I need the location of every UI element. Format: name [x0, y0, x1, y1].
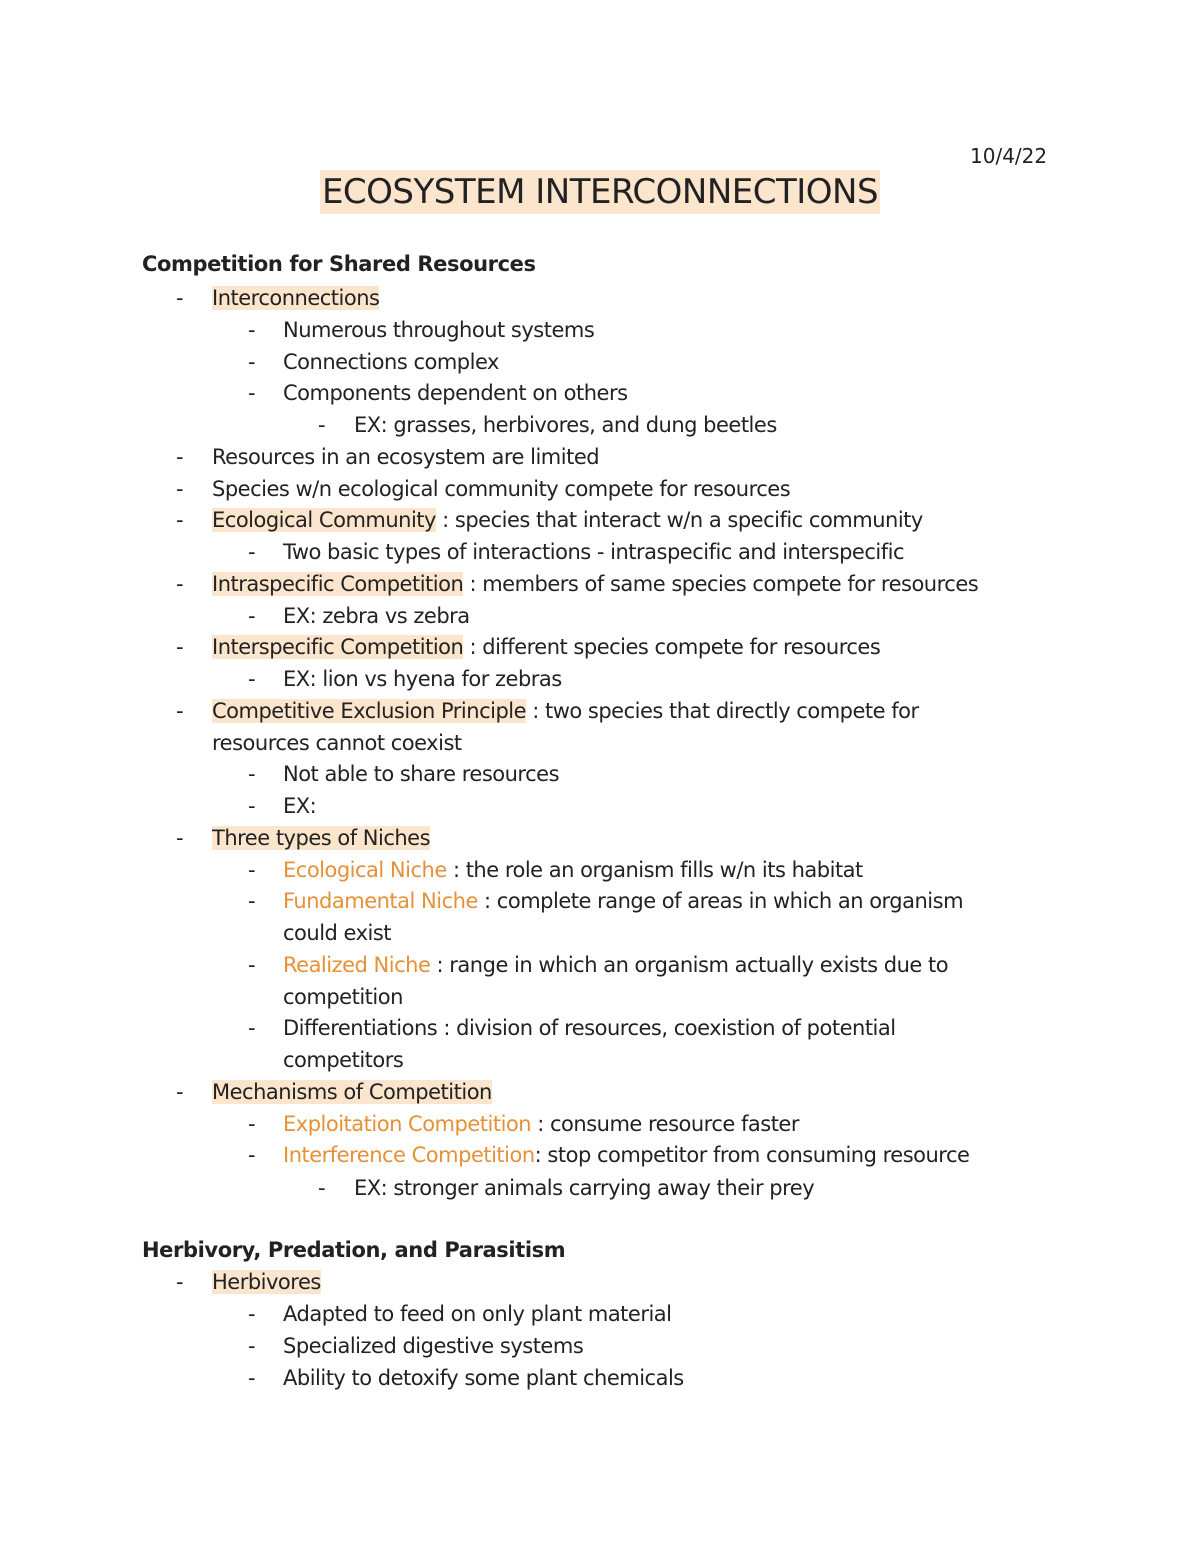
bullet-dash: -: [318, 413, 326, 437]
list-item: [283, 856, 863, 884]
list-item: EX:: [283, 794, 317, 818]
bullet-dash: -: [318, 1176, 326, 1200]
term-fundamental-niche: Fundamental Niche: [283, 889, 478, 913]
definition: : stop competitor from consuming resource: [534, 1143, 970, 1167]
list-item-continuation: resources cannot coexist: [212, 731, 462, 755]
bullet-dash: -: [248, 762, 256, 786]
list-item: EX: grasses, herbivores, and dung beetles: [354, 413, 777, 437]
list-item: [212, 506, 923, 534]
title-text: ECOSYSTEM INTERCONNECTIONS: [321, 172, 879, 212]
bullet-dash: -: [248, 858, 256, 882]
list-item: Connections complex: [283, 350, 499, 374]
term-interference: Interference Competition: [283, 1143, 535, 1167]
bullet-dash: -: [248, 381, 256, 405]
bullet-dash: -: [176, 445, 184, 469]
bullet-dash: -: [248, 1334, 256, 1358]
bullet-dash: -: [248, 889, 256, 913]
definition: : species that interact w/n a specific community: [435, 508, 923, 532]
list-item: EX: lion vs hyena for zebras: [283, 667, 562, 691]
bullet-dash: -: [248, 1366, 256, 1390]
list-item: [212, 824, 430, 852]
term-intraspecific: Intraspecific Competition: [212, 572, 464, 596]
definition: : the role an organism fills w/n its habitat: [446, 858, 863, 882]
section-heading-herbivory: Herbivory, Predation, and Parasitism: [142, 1238, 566, 1262]
term-realized-niche: Realized Niche: [283, 953, 431, 977]
list-item: [283, 951, 948, 979]
bullet-dash: -: [248, 667, 256, 691]
bullet-dash: -: [248, 1143, 256, 1167]
bullet-dash: -: [176, 508, 184, 532]
definition: : complete range of areas in which an organism: [477, 889, 964, 913]
list-item-continuation: competition: [283, 985, 403, 1009]
list-item: Species w/n ecological community compete for resources: [212, 477, 791, 501]
term-competitive-exclusion: Competitive Exclusion Principle: [212, 699, 527, 723]
list-item: Adapted to feed on only plant material: [283, 1302, 672, 1326]
bullet-dash: -: [176, 635, 184, 659]
bullet-dash: -: [248, 953, 256, 977]
list-item: [212, 697, 919, 725]
term-exploitation: Exploitation Competition: [283, 1112, 532, 1136]
list-item: [283, 1110, 799, 1138]
term-ecological-niche: Ecological Niche: [283, 858, 447, 882]
list-item: EX: stronger animals carrying away their prey: [354, 1176, 815, 1200]
list-item-continuation: could exist: [283, 921, 392, 945]
page-title: [0, 172, 1200, 212]
list-item: [212, 284, 379, 312]
bullet-dash: -: [248, 794, 256, 818]
list-item: Numerous throughout systems: [283, 318, 595, 342]
list-item-continuation: competitors: [283, 1048, 404, 1072]
term-mechanisms: Mechanisms of Competition: [212, 1080, 492, 1104]
section-heading-competition: Competition for Shared Resources: [142, 252, 536, 276]
bullet-dash: -: [176, 826, 184, 850]
list-item: [212, 633, 880, 661]
definition: : range in which an organism actually exists due to: [430, 953, 949, 977]
list-item: Resources in an ecosystem are limited: [212, 445, 600, 469]
list-item: [283, 1141, 969, 1169]
list-item: [212, 1268, 321, 1296]
list-item: [212, 570, 978, 598]
list-item: [212, 1078, 492, 1106]
definition: : different species compete for resources: [463, 635, 881, 659]
bullet-dash: -: [248, 604, 256, 628]
list-item: Specialized digestive systems: [283, 1334, 584, 1358]
bullet-dash: -: [248, 1302, 256, 1326]
term-herbivores: Herbivores: [212, 1270, 321, 1294]
list-item: Differentiations : division of resources, coexistion of potential: [283, 1016, 896, 1040]
list-item: Components dependent on others: [283, 381, 628, 405]
date: 10/4/22: [970, 144, 1048, 168]
bullet-dash: -: [176, 1080, 184, 1104]
bullet-dash: -: [176, 699, 184, 723]
bullet-dash: -: [176, 477, 184, 501]
bullet-dash: -: [176, 1270, 184, 1294]
term-interspecific: Interspecific Competition: [212, 635, 464, 659]
list-item: Ability to detoxify some plant chemicals: [283, 1366, 684, 1390]
list-item: Not able to share resources: [283, 762, 560, 786]
bullet-dash: -: [176, 572, 184, 596]
definition: : two species that directly compete for: [526, 699, 919, 723]
bullet-dash: -: [248, 350, 256, 374]
definition: : members of same species compete for resources: [463, 572, 979, 596]
bullet-dash: -: [248, 1016, 256, 1040]
list-item: Two basic types of interactions - intraspecific and interspecific: [283, 540, 904, 564]
bullet-dash: -: [248, 318, 256, 342]
term-niches: Three types of Niches: [212, 826, 431, 850]
bullet-dash: -: [176, 286, 184, 310]
list-item: [283, 887, 963, 915]
bullet-dash: -: [248, 1112, 256, 1136]
list-item: EX: zebra vs zebra: [283, 604, 470, 628]
definition: : consume resource faster: [531, 1112, 799, 1136]
term-interconnections: Interconnections: [212, 286, 380, 310]
term-ecological-community: Ecological Community: [212, 508, 436, 532]
bullet-dash: -: [248, 540, 256, 564]
